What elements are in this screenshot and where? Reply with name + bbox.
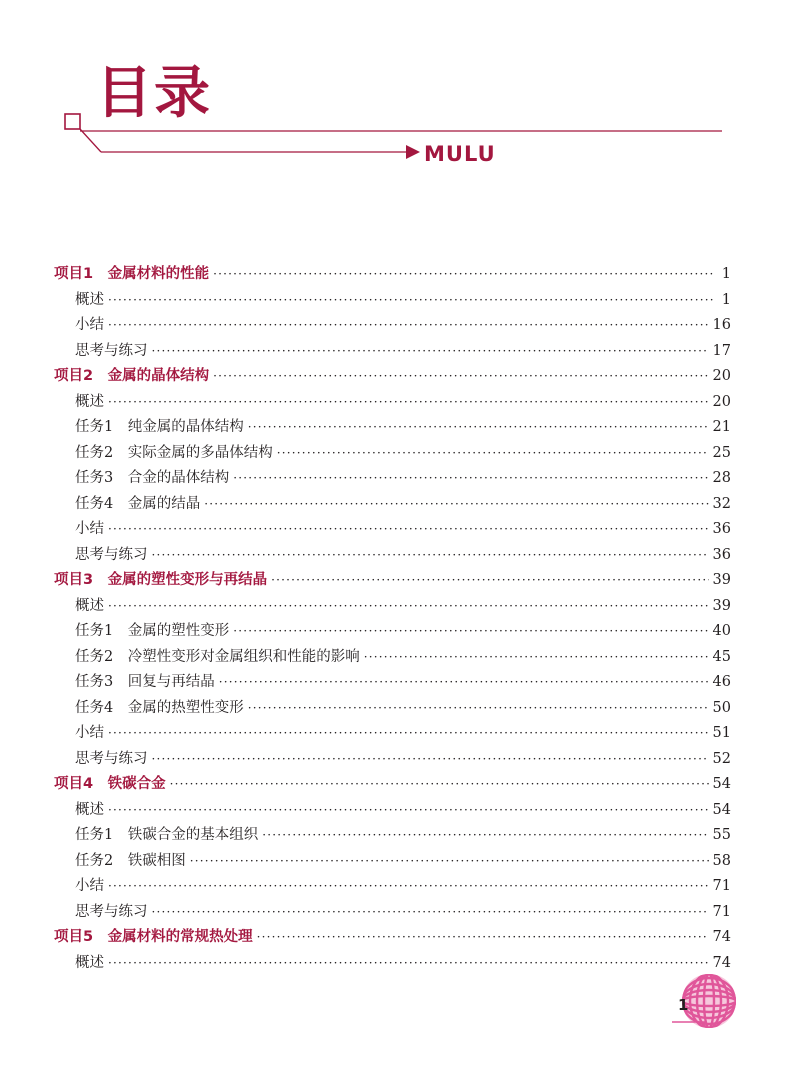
toc-entry-label: 任务2 冷塑性变形对金属组织和性能的影响 bbox=[75, 648, 360, 665]
toc-entry-page: 58 bbox=[712, 852, 731, 869]
toc-entry-page: 74 bbox=[712, 954, 731, 971]
toc-entry-page: 55 bbox=[712, 827, 731, 843]
toc-entry-page: 39 bbox=[712, 572, 731, 588]
toc-entry-label: 项目5 金属材料的常规热处理 bbox=[54, 929, 253, 945]
toc-entry-label: 小结 bbox=[75, 317, 104, 333]
toc-entry-label: 小结 bbox=[75, 521, 104, 537]
toc-entry-page: 54 bbox=[712, 801, 731, 818]
toc-entry-page: 20 bbox=[712, 368, 731, 384]
toc-entry-label: 概述 bbox=[75, 291, 104, 308]
toc-entry-label: 任务1 铁碳合金的基本组织 bbox=[75, 827, 259, 843]
toc-entry-page: 1 bbox=[721, 266, 731, 282]
toc-entry-page: 1 bbox=[721, 291, 731, 308]
page-title: 目录 bbox=[96, 61, 212, 126]
toc-entry-label: 概述 bbox=[75, 954, 104, 971]
toc-entry-page: 21 bbox=[712, 419, 731, 435]
toc-entry-label: 思考与练习 bbox=[75, 342, 148, 359]
toc-entry-page: 32 bbox=[712, 495, 731, 512]
toc-entry-page: 16 bbox=[712, 317, 731, 333]
toc-entry-label: 任务4 金属的热塑性变形 bbox=[75, 699, 244, 716]
toc-entry-label: 项目1 金属材料的性能 bbox=[54, 266, 210, 282]
toc-entry-label: 思考与练习 bbox=[75, 903, 148, 920]
toc-entry-label: 小结 bbox=[75, 878, 104, 894]
toc-entry-label: 任务3 合金的晶体结构 bbox=[75, 470, 230, 486]
toc-entry-label: 任务1 金属的塑性变形 bbox=[75, 623, 230, 639]
toc-entry-page: 39 bbox=[712, 597, 731, 614]
toc-entry-page: 45 bbox=[712, 648, 731, 665]
toc-entry-label: 概述 bbox=[75, 597, 104, 614]
toc-entry-page: 52 bbox=[712, 750, 731, 767]
page-subtitle: MULU bbox=[424, 142, 496, 166]
toc-entry-label: 任务2 实际金属的多晶体结构 bbox=[75, 444, 273, 461]
toc-entry-label: 概述 bbox=[75, 393, 104, 410]
toc-entry-page: 50 bbox=[712, 699, 731, 716]
toc-entry-label: 任务1 纯金属的晶体结构 bbox=[75, 419, 244, 435]
toc-entry-label: 思考与练习 bbox=[75, 750, 148, 767]
toc-entry-page: 36 bbox=[712, 546, 731, 563]
toc-entry-page: 71 bbox=[712, 903, 731, 920]
toc-entry-label: 任务4 金属的结晶 bbox=[75, 495, 201, 512]
toc-entry-label: 项目3 金属的塑性变形与再结晶 bbox=[54, 572, 268, 588]
page-number: 1 bbox=[678, 996, 689, 1014]
toc-entry-page: 25 bbox=[712, 444, 731, 461]
toc-entry-page: 74 bbox=[712, 929, 731, 945]
toc-entry-page: 54 bbox=[712, 776, 731, 792]
toc-entry-label: 项目2 金属的晶体结构 bbox=[54, 368, 210, 384]
toc-entry-label: 概述 bbox=[75, 801, 104, 818]
toc-entry-label: 任务2 铁碳相图 bbox=[75, 852, 186, 869]
toc-entry-page: 46 bbox=[712, 674, 731, 690]
toc-entry-page: 36 bbox=[712, 521, 731, 537]
toc-entry-label: 任务3 回复与再结晶 bbox=[75, 674, 215, 690]
toc-entry-page: 51 bbox=[712, 725, 731, 741]
toc-entry-page: 71 bbox=[712, 878, 731, 894]
toc-entry-label: 小结 bbox=[75, 725, 104, 741]
toc-entry-page: 20 bbox=[712, 393, 731, 410]
toc-entry-label: 思考与练习 bbox=[75, 546, 148, 563]
toc-entry-label: 项目4 铁碳合金 bbox=[54, 776, 166, 792]
toc-entry-page: 17 bbox=[712, 342, 731, 359]
toc-entry-page: 40 bbox=[712, 623, 731, 639]
toc-entry-page: 28 bbox=[712, 470, 731, 486]
